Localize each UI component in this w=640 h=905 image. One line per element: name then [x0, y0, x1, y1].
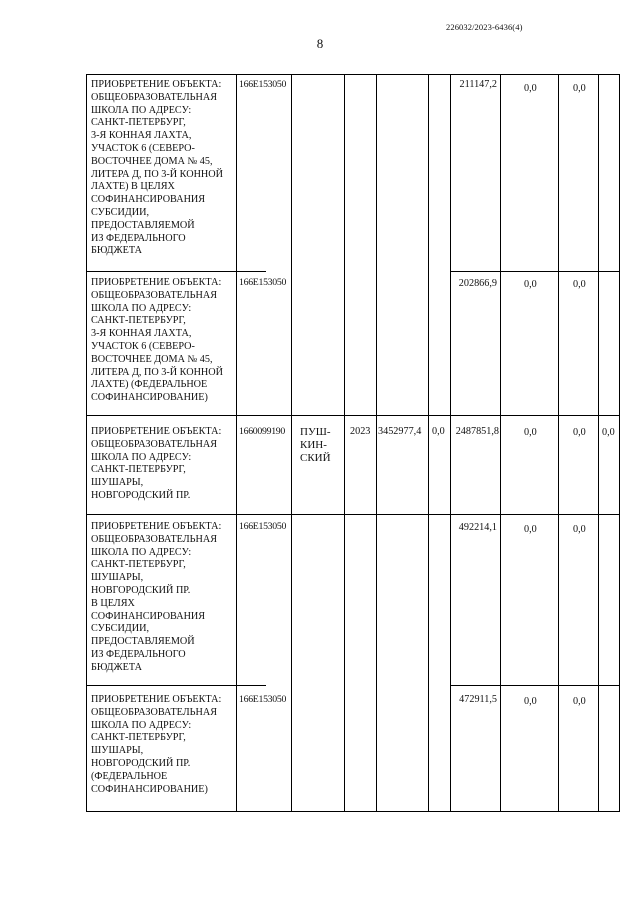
- completion-year: 2023: [350, 426, 371, 437]
- next-year-value: 0,0: [524, 524, 537, 535]
- row-divider: [86, 415, 620, 416]
- column-divider: [598, 74, 599, 812]
- plan-year-value: 0,0: [573, 696, 586, 707]
- amount-value: 2487851,8: [455, 426, 499, 437]
- budget-code: 1660099190: [239, 426, 285, 437]
- column-divider: [344, 74, 345, 812]
- document-id: 226032/2023-6436(4): [446, 22, 523, 32]
- row-divider: [450, 271, 620, 272]
- column-divider: [450, 74, 451, 812]
- object-description: ПРИОБРЕТЕНИЕ ОБЪЕКТА: ОБЩЕОБРАЗОВАТЕЛЬНАЯ ШКОЛА ПО АДРЕСУ: САНКТ-ПЕТЕРБУРГ, ШУШАРЫ, НОВГОРОДСКИЙ ПР.: [91, 426, 222, 501]
- row-divider: [450, 685, 620, 686]
- budget-code: 166Е153050: [239, 694, 287, 705]
- next-year-value: 0,0: [524, 279, 537, 290]
- budget-table: [86, 74, 620, 812]
- district-name: ПУШ- КИН- СКИЙ: [300, 426, 331, 464]
- column-divider: [500, 74, 501, 812]
- plan-year-value: 0,0: [573, 279, 586, 290]
- table-border-top: [86, 74, 620, 75]
- next-year-value: 0,0: [524, 696, 537, 707]
- row-divider: [86, 271, 266, 272]
- column-divider: [376, 74, 377, 812]
- total-cost: 3452977,4: [378, 426, 422, 437]
- column-divider: [86, 74, 87, 812]
- budget-code: 166Е153050: [239, 521, 287, 532]
- plan-year-value: 0,0: [573, 83, 586, 94]
- plan-year-value: 0,0: [573, 427, 586, 438]
- page-number: 8: [316, 36, 324, 51]
- amount-value: 472911,5: [459, 694, 497, 705]
- column-divider: [619, 74, 620, 812]
- amount-value: 211147,2: [459, 79, 497, 90]
- object-description: ПРИОБРЕТЕНИЕ ОБЪЕКТА: ОБЩЕОБРАЗОВАТЕЛЬНАЯ ШКОЛА ПО АДРЕСУ: САНКТ-ПЕТЕРБУРГ, ШУШАРЫ, НОВГОРОДСКИЙ ПР. (ФЕДЕРАЛЬНОЕ СОФИНАНСИРОВАНИЕ): [91, 694, 222, 795]
- previous-funding: 0,0: [432, 426, 445, 437]
- column-divider: [558, 74, 559, 812]
- budget-code: 166Е153050: [239, 277, 287, 288]
- next-year-value: 0,0: [524, 427, 537, 438]
- amount-value: 202866,9: [458, 278, 497, 289]
- column-divider: [428, 74, 429, 812]
- plan-year-value: 0,0: [573, 524, 586, 535]
- table-border-bottom: [86, 811, 620, 812]
- row-divider: [86, 685, 266, 686]
- row-divider: [86, 514, 620, 515]
- column-divider: [236, 74, 237, 812]
- third-year-value: 0,0: [602, 427, 615, 438]
- object-description: ПРИОБРЕТЕНИЕ ОБЪЕКТА: ОБЩЕОБРАЗОВАТЕЛЬНАЯ ШКОЛА ПО АДРЕСУ: САНКТ-ПЕТЕРБУРГ, ШУШАРЫ, НОВГОРОДСКИЙ ПР. В ЦЕЛЯХ СОФИНАНСИРОВАНИЯ СУБСИДИИ, ПРЕДОСТАВЛЯЕМОЙ ИЗ ФЕДЕРАЛЬНОГО БЮДЖЕТА: [91, 521, 222, 673]
- object-description: ПРИОБРЕТЕНИЕ ОБЪЕКТА: ОБЩЕОБРАЗОВАТЕЛЬНАЯ ШКОЛА ПО АДРЕСУ: САНКТ-ПЕТЕРБУРГ, 3-Я КОННАЯ ЛАХТА, УЧАСТОК 6 (СЕВЕРО- ВОСТОЧНЕЕ ДОМА № 45, ЛИТЕРА Д, ПО 3-Й КОННОЙ ЛАХТЕ) (ФЕДЕРАЛЬНОЕ СОФИНАНСИРОВАНИЕ): [91, 277, 223, 404]
- next-year-value: 0,0: [524, 83, 537, 94]
- amount-value: 492214,1: [458, 522, 497, 533]
- budget-code: 166Е153050: [239, 79, 287, 90]
- object-description: ПРИОБРЕТЕНИЕ ОБЪЕКТА: ОБЩЕОБРАЗОВАТЕЛЬНАЯ ШКОЛА ПО АДРЕСУ: САНКТ-ПЕТЕРБУРГ, 3-Я КОННАЯ ЛАХТА, УЧАСТОК 6 (СЕВЕРО- ВОСТОЧНЕЕ ДОМА № 45, ЛИТЕРА Д, ПО 3-Й КОННОЙ ЛАХТЕ) В ЦЕЛЯХ СОФИНАНСИРОВАНИЯ СУБСИДИИ, ПРЕДОСТАВЛЯЕМОЙ ИЗ ФЕДЕРАЛЬНОГО БЮДЖЕТА: [91, 79, 223, 257]
